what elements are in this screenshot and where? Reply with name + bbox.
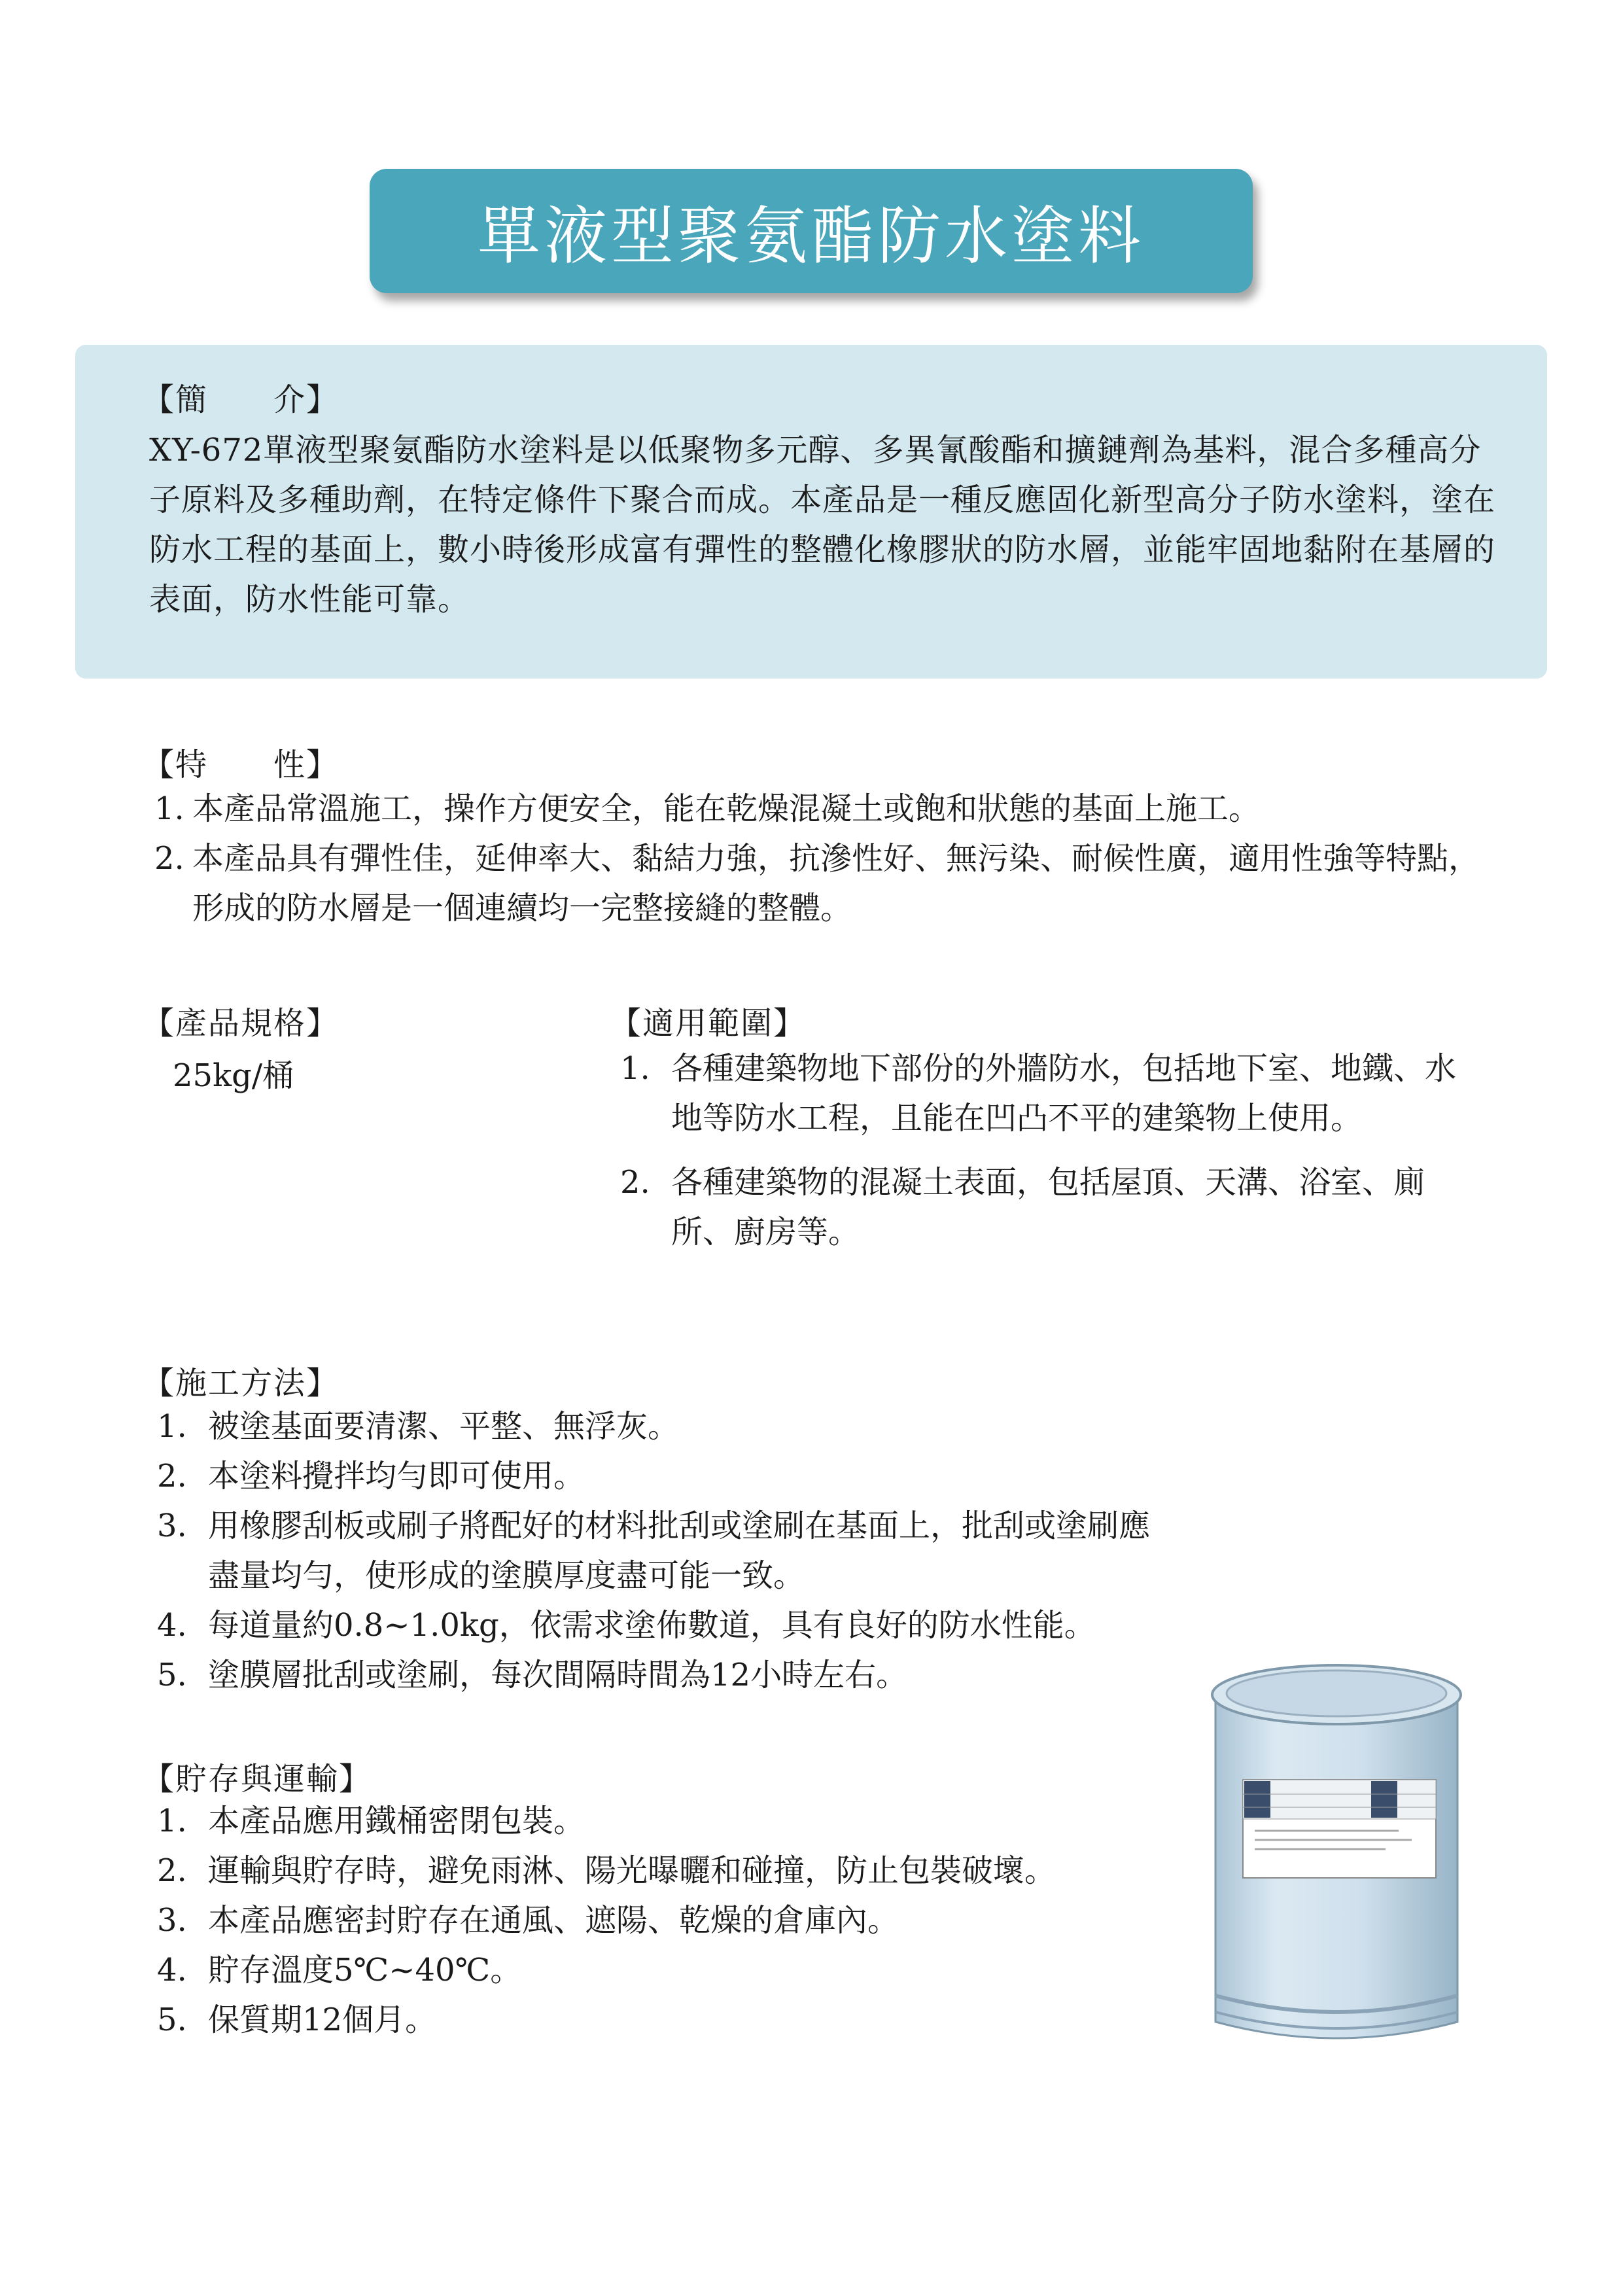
page-title: 單液型聚氨酯防水塗料 bbox=[478, 199, 1145, 273]
list-number: 2. bbox=[154, 840, 184, 877]
list-item bbox=[154, 784, 1489, 834]
list-text: 本產品應密封貯存在通風、遮陽、乾燥的倉庫內。 bbox=[208, 1902, 899, 1939]
list-text: 本塗料攪拌均勻即可使用。 bbox=[208, 1458, 585, 1494]
list-item bbox=[157, 1600, 1164, 1650]
list-text: 被塗基面要清潔、平整、無浮灰。 bbox=[208, 1408, 680, 1445]
list-number: 2. bbox=[157, 1852, 187, 1889]
intro-text: XY-672單液型聚氨酯防水塗料是以低聚物多元醇、多異氰酸酯和擴鏈劑為基料，混合多種高分子原料及多種助劑，在特定條件下聚合而成。本產品是一種反應固化新型高分子防水塗料，塗在防水工程的基面上，數小時後形成富有彈性的整體化橡膠狀的防水層，並能牢固地黏附在基層的表面，防水性能可靠。 bbox=[149, 432, 1496, 618]
list-number: 2. bbox=[620, 1164, 650, 1201]
list-text: 貯存溫度5℃~40℃。 bbox=[208, 1952, 522, 1988]
list-text: 本產品具有彈性佳，延伸率大、黏結力強，抗滲性好、無污染、耐候性廣，適用性強等特點，形成的防水層是一個連續均一完整接縫的整體。 bbox=[192, 840, 1480, 927]
list-number: 5. bbox=[157, 2002, 187, 2038]
list-item bbox=[157, 1945, 1178, 1995]
list-item bbox=[157, 1402, 1164, 1451]
list-item bbox=[157, 1501, 1164, 1600]
list-item bbox=[620, 1157, 1457, 1257]
product-bucket-image bbox=[1202, 1655, 1471, 2055]
list-text: 用橡膠刮板或刷子將配好的材料批刮或塗刷在基面上，批刮或塗刷應盡量均勻，使形成的塗膜厚度盡可能一致。 bbox=[208, 1508, 1151, 1594]
list-item bbox=[157, 1846, 1178, 1896]
list-number: 4. bbox=[157, 1952, 187, 1988]
list-number: 1. bbox=[620, 1050, 650, 1087]
list-text: 塗膜層批刮或塗刷，每次間隔時間為12小時左右。 bbox=[208, 1657, 908, 1693]
storage-heading: 【貯存與運輸】 bbox=[143, 1761, 372, 1797]
method-heading: 【施工方法】 bbox=[143, 1365, 340, 1402]
features-list bbox=[154, 784, 1489, 933]
list-number: 1. bbox=[157, 1803, 187, 1839]
list-number: 5. bbox=[157, 1657, 187, 1693]
storage-list bbox=[157, 1796, 1178, 2045]
scope-list bbox=[620, 1044, 1457, 1257]
list-item bbox=[157, 1896, 1178, 1945]
list-text: 本產品常溫施工，操作方便安全，能在乾燥混凝土或飽和狀態的基面上施工。 bbox=[192, 790, 1261, 827]
list-item bbox=[157, 1796, 1178, 1846]
list-item bbox=[157, 1451, 1164, 1501]
list-number: 1. bbox=[157, 1408, 187, 1445]
spec-heading: 【產品規格】 bbox=[143, 1005, 340, 1042]
title-banner bbox=[370, 169, 1253, 293]
list-text: 各種建築物地下部份的外牆防水，包括地下室、地鐵、水地等防水工程，且能在凹凸不平的建築物上使用。 bbox=[671, 1050, 1457, 1137]
list-item bbox=[620, 1044, 1457, 1143]
list-number: 4. bbox=[157, 1607, 187, 1644]
list-text: 保質期12個月。 bbox=[208, 2002, 437, 2038]
features-heading: 【特 性】 bbox=[143, 747, 340, 783]
list-number: 2. bbox=[157, 1458, 187, 1494]
list-text: 本產品應用鐵桶密閉包裝。 bbox=[208, 1803, 585, 1839]
list-number: 3. bbox=[157, 1902, 187, 1939]
spec-value: 25kg/桶 bbox=[173, 1057, 294, 1094]
method-list bbox=[157, 1402, 1164, 1700]
intro-heading: 【簡 介】 bbox=[143, 381, 340, 418]
list-item bbox=[154, 834, 1489, 933]
list-number: 3. bbox=[157, 1508, 187, 1544]
list-text: 各種建築物的混凝土表面，包括屋頂、天溝、浴室、廁所、廚房等。 bbox=[671, 1164, 1425, 1250]
list-text: 運輸與貯存時，避免雨淋、陽光曝曬和碰撞，防止包裝破壞。 bbox=[208, 1852, 1056, 1889]
scope-heading: 【適用範圍】 bbox=[610, 1005, 807, 1042]
list-text: 每道量約0.8~1.0kg，依需求塗佈數道，具有良好的防水性能。 bbox=[208, 1607, 1096, 1644]
list-number: 1. bbox=[154, 790, 184, 827]
list-item bbox=[157, 1650, 1164, 1700]
list-item bbox=[157, 1995, 1178, 2045]
